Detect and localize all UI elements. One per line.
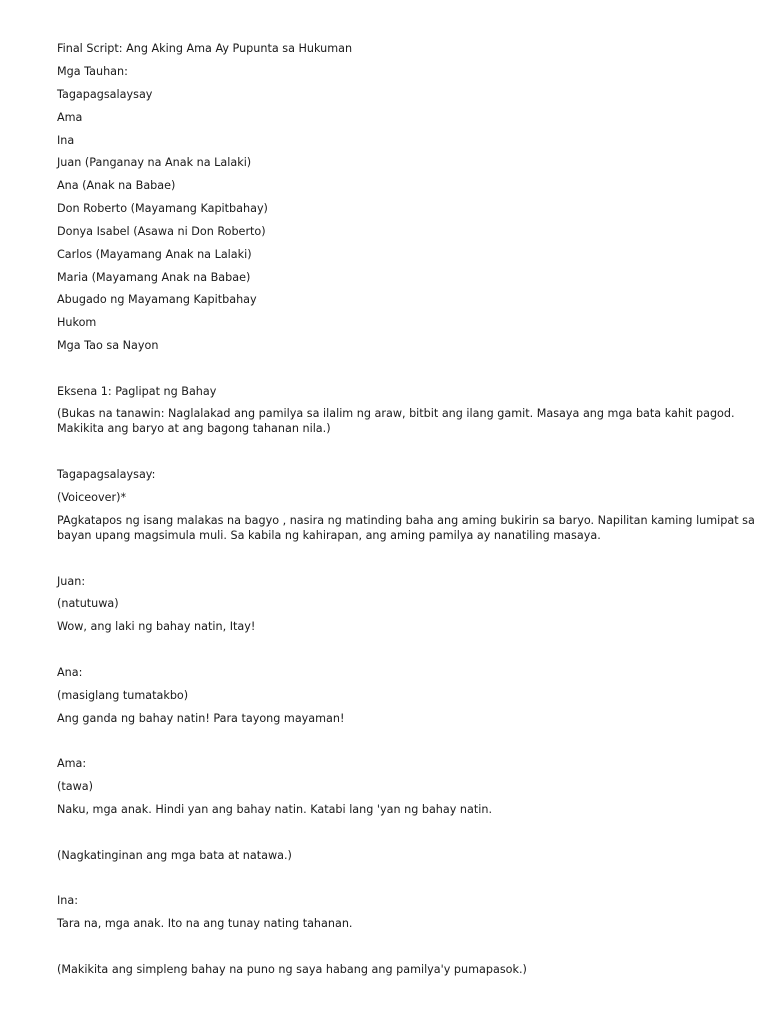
cast-item: Maria (Mayamang Anak na Babae)	[57, 271, 251, 284]
cast-item: Mga Tao sa Nayon	[57, 339, 159, 352]
speaker-name: Ana:	[57, 666, 83, 679]
dialogue-line: Wow, ang laki ng bahay natin, Itay!	[57, 620, 256, 633]
cast-item: Donya Isabel (Asawa ni Don Roberto)	[57, 225, 266, 238]
stage-direction-line: (Bukas na tanawin: Naglalakad ang pamilya sa ilalim ng araw, bitbit ang ilang gamit. Masaya ang mga bata kahit pagod.	[57, 407, 735, 420]
cast-item: Abugado ng Mayamang Kapitbahay	[57, 293, 257, 306]
speaker-name: Tagapagsalaysay:	[57, 468, 156, 481]
script-title: Final Script: Ang Aking Ama Ay Pupunta sa Hukuman	[57, 42, 353, 55]
stage-direction: (Makikita ang simpleng bahay na puno ng saya habang ang pamilya'y pumapasok.)	[57, 963, 527, 976]
parenthetical: (Voiceover)*	[57, 491, 127, 504]
parenthetical: (tawa)	[57, 780, 93, 793]
dialogue-line: Tara na, mga anak. Ito na ang tunay nating tahanan.	[57, 917, 353, 930]
dialogue-line: PAgkatapos ng isang malakas na bagyo , nasira ng matinding baha ang aming bukirin sa baryo. Napilitan kaming lumipat sa	[57, 514, 755, 527]
dialogue-line: Naku, mga anak. Hindi yan ang bahay natin. Katabi lang 'yan ng bahay natin.	[57, 803, 493, 816]
dialogue-line: bayan upang magsimula muli. Sa kabila ng kahirapan, ang aming pamilya ay nanatiling masaya.	[57, 529, 601, 542]
cast-item: Hukom	[57, 316, 97, 329]
cast-item: Ama	[57, 111, 83, 124]
scene-heading: Eksena 1: Paglipat ng Bahay	[57, 385, 217, 398]
parenthetical: (masiglang tumatakbo)	[57, 689, 189, 702]
stage-direction-line: Makikita ang baryo at ang bagong tahanan nila.)	[57, 422, 331, 435]
speaker-name: Juan:	[57, 575, 86, 588]
cast-item: Tagapagsalaysay	[57, 88, 153, 101]
cast-item: Carlos (Mayamang Anak na Lalaki)	[57, 248, 252, 261]
cast-item: Don Roberto (Mayamang Kapitbahay)	[57, 202, 268, 215]
speaker-name: Ina:	[57, 894, 79, 907]
cast-item: Ina	[57, 134, 75, 147]
parenthetical: (natutuwa)	[57, 597, 119, 610]
cast-item: Ana (Anak na Babae)	[57, 179, 176, 192]
dialogue-line: Ang ganda ng bahay natin! Para tayong mayaman!	[57, 712, 345, 725]
cast-heading: Mga Tauhan:	[57, 65, 128, 78]
speaker-name: Ama:	[57, 757, 87, 770]
stage-direction: (Nagkatinginan ang mga bata at natawa.)	[57, 849, 292, 862]
cast-item: Juan (Panganay na Anak na Lalaki)	[57, 156, 252, 169]
